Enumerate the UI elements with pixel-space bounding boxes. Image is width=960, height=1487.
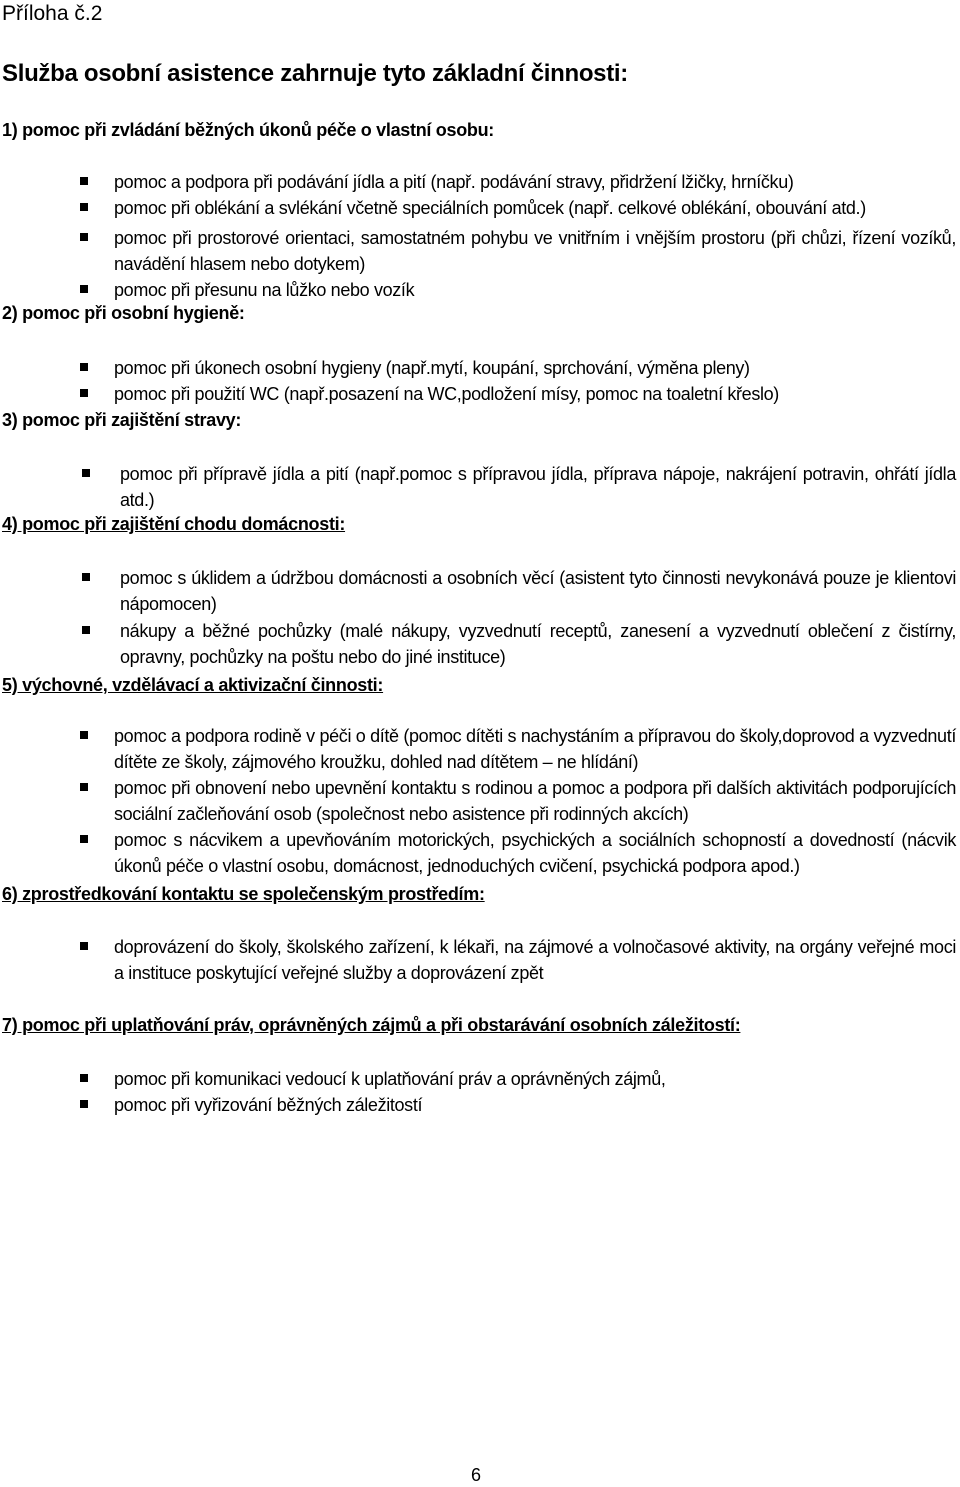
list-item-text: pomoc s nácvikem a upevňováním motorických, psychických a sociálních schopností a dovedností (nácvik úkonů péče o vlastní osobu, domácnost, jednoduchých cvičení, psychická podpora apod.) [114,830,956,876]
annex-label: Příloha č.2 [2,2,103,25]
section-heading-4-text: 4) pomoc při zajištění chodu domácnosti: [2,514,346,534]
square-bullet-icon [80,783,88,791]
list-item [114,827,956,879]
list-item [114,934,956,986]
section-heading-7 [2,1015,740,1036]
list-item [114,225,956,277]
list-item [114,1092,934,1118]
list-item-text: nákupy a běžné pochůzky (malé nákupy, vyzvednutí receptů, zanesení a vyzvednutí oblečení z čistírny, opravny, pochůzky na poštu nebo do jiné instituce) [120,621,956,667]
square-bullet-icon [80,1074,88,1082]
list-item-text: pomoc při komunikaci vedoucí k uplatňování práv a oprávněných zájmů, [114,1069,666,1089]
list-item-text: pomoc při prostorové orientaci, samostatném pohybu ve vnitřním i vnějším prostoru (při chůzi, řízení vozíků, navádění hlasem nebo dotykem) [114,228,956,274]
section-heading-1: 1) pomoc při zvládání běžných úkonů péče o vlastní osobu: [2,120,494,140]
square-bullet-icon [80,731,88,739]
square-bullet-icon [82,573,90,581]
square-bullet-icon [80,363,88,371]
list-item-text: pomoc při oblékání a svlékání včetně speciálních pomůcek (např. celkové oblékání, obouvání atd.) [114,198,866,218]
square-bullet-icon [80,389,88,397]
list-item [120,565,956,617]
section-heading-3: 3) pomoc při zajištění stravy: [2,410,242,430]
list-item-text: pomoc a podpora při podávání jídla a pití (např. podávání stravy, přidržení lžičky, hrníčku) [114,172,794,192]
square-bullet-icon [80,942,88,950]
square-bullet-icon [80,203,88,211]
list-item-text: pomoc při obnovení nebo upevnění kontaktu s rodinou a pomoc a podpora při dalších aktivitách podporujících sociální začleňování osob (společnost nebo asistence při rodinných akcích) [114,778,956,824]
square-bullet-icon [80,177,88,185]
section-heading-5-text: 5) výchovné, vzdělávací a aktivizační činnosti: [2,675,384,695]
list-item [114,277,914,303]
list-item [114,169,914,195]
list-item-text: pomoc při přípravě jídla a pití (např.pomoc s přípravou jídla, příprava nápoje, nakrájení potravin, ohřátí jídla atd.) [120,464,956,510]
list-item-text: pomoc při použití WC (např.posazení na WC,podložení mísy, pomoc na toaletní křeslo) [114,384,779,404]
page-number: 6 [471,1465,482,1485]
list-item-text: pomoc při úkonech osobní hygieny (např.mytí, koupání, sprchování, výměna pleny) [114,358,750,378]
section-heading-6-text: 6) zprostředkování kontaktu se společenským prostředím: [2,884,485,904]
list-item-text: pomoc při vyřizování běžných záležitostí [114,1095,423,1115]
square-bullet-icon [80,285,88,293]
square-bullet-icon [82,626,90,634]
list-item [120,461,956,513]
list-item [114,355,934,381]
document-title: Služba osobní asistence zahrnuje tyto základní činnosti: [2,60,628,87]
list-item [114,381,934,407]
list-item [114,195,914,221]
list-item [114,723,956,775]
list-item [114,1066,934,1092]
list-item [120,618,956,670]
list-item-text: pomoc a podpora rodině v péči o dítě (pomoc dítěti s nachystáním a přípravou do školy,doprovod a vyzvednutí dítěte ze školy, zájmového kroužku, dohled nad dítětem – ne hlídání) [114,726,956,772]
list-item-text: pomoc s úklidem a údržbou domácnosti a osobních věcí (asistent tyto činnosti nevykonává pouze je klientovi nápomocen) [120,568,956,614]
section-heading-7-text: 7) pomoc při uplatňování práv, oprávněných zájmů a při obstarávání osobních záležitostí: [2,1015,741,1035]
square-bullet-icon [80,1100,88,1108]
square-bullet-icon [80,233,88,241]
section-heading-4 [2,514,345,535]
list-item [114,775,956,827]
section-heading-6 [2,884,485,905]
section-heading-2: 2) pomoc při osobní hygieně: [2,303,245,323]
list-item-text: doprovázení do školy, školského zařízení, k lékaři, na zájmové a volnočasové aktivity, na orgány veřejné moci a instituce poskytující veřejné služby a doprovázení zpět [114,937,956,983]
square-bullet-icon [80,835,88,843]
section-heading-5 [2,675,383,696]
list-item-text: pomoc při přesunu na lůžko nebo vozík [114,280,415,300]
square-bullet-icon [82,469,90,477]
